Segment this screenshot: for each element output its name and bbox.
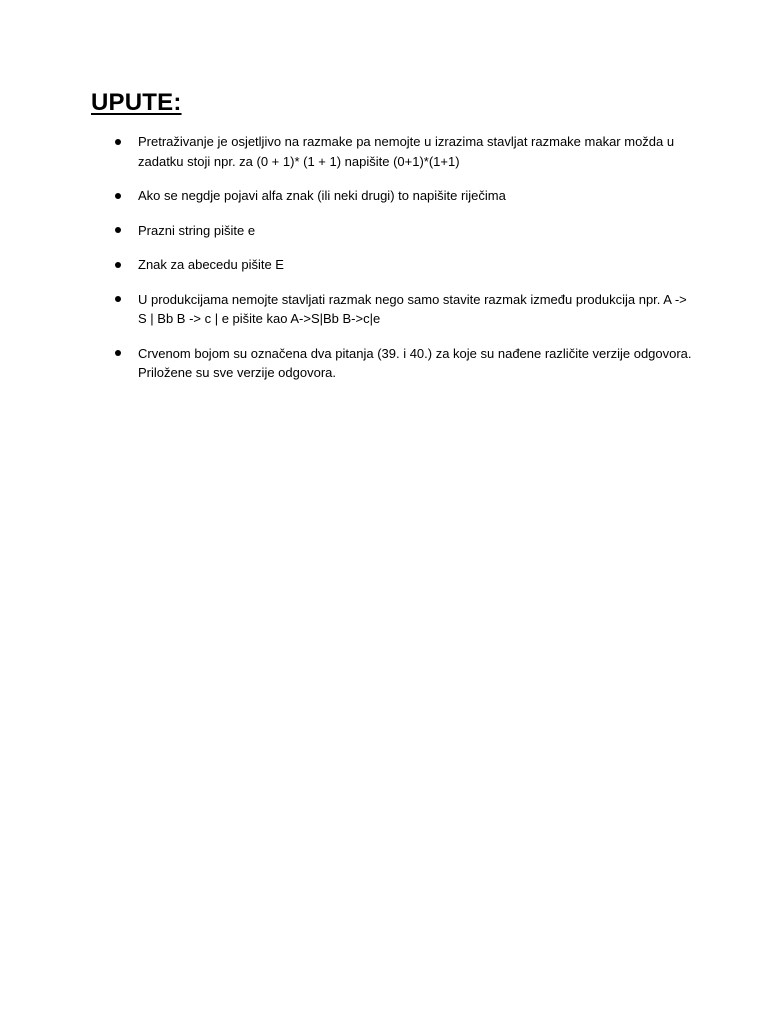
- bullet-icon: [115, 296, 121, 302]
- list-item-text: Pretraživanje je osjetljivo na razmake pa nemojte u izrazima stavljat razmake makar možda u zadatku stoji npr. za (0 + 1)* (1 + 1) napišite (0+1)*(1+1): [138, 134, 675, 169]
- list-item-text: Znak za abecedu pišite E: [138, 257, 284, 272]
- bullet-icon: [115, 227, 121, 233]
- list-item-text: Crvenom bojom su označena dva pitanja (39. i 40.) za koje su nađene različite verzije odgovora. Priložene su sve verzije odgovora.: [138, 345, 692, 380]
- bullet-icon: [115, 350, 121, 356]
- bullet-icon: [115, 262, 121, 268]
- list-item: [113, 255, 693, 275]
- bullet-icon: [115, 139, 121, 145]
- list-item-text: Ako se negdje pojavi alfa znak (ili neki drugi) to napišite riječima: [138, 188, 506, 203]
- instructions-list: [113, 132, 693, 398]
- list-item: [113, 344, 693, 383]
- list-item: [113, 221, 693, 241]
- list-item-text: U produkcijama nemojte stavljati razmak nego samo stavite razmak između produkcija npr. A -> S | Bb B -> c | e pišite kao A->S|Bb B->c|e: [138, 291, 687, 326]
- list-item: [113, 132, 693, 171]
- page-title: UPUTE:: [91, 89, 182, 116]
- bullet-icon: [115, 193, 121, 199]
- list-item-text: Prazni string pišite e: [138, 222, 256, 238]
- list-item: [113, 186, 693, 206]
- list-item: [113, 290, 693, 329]
